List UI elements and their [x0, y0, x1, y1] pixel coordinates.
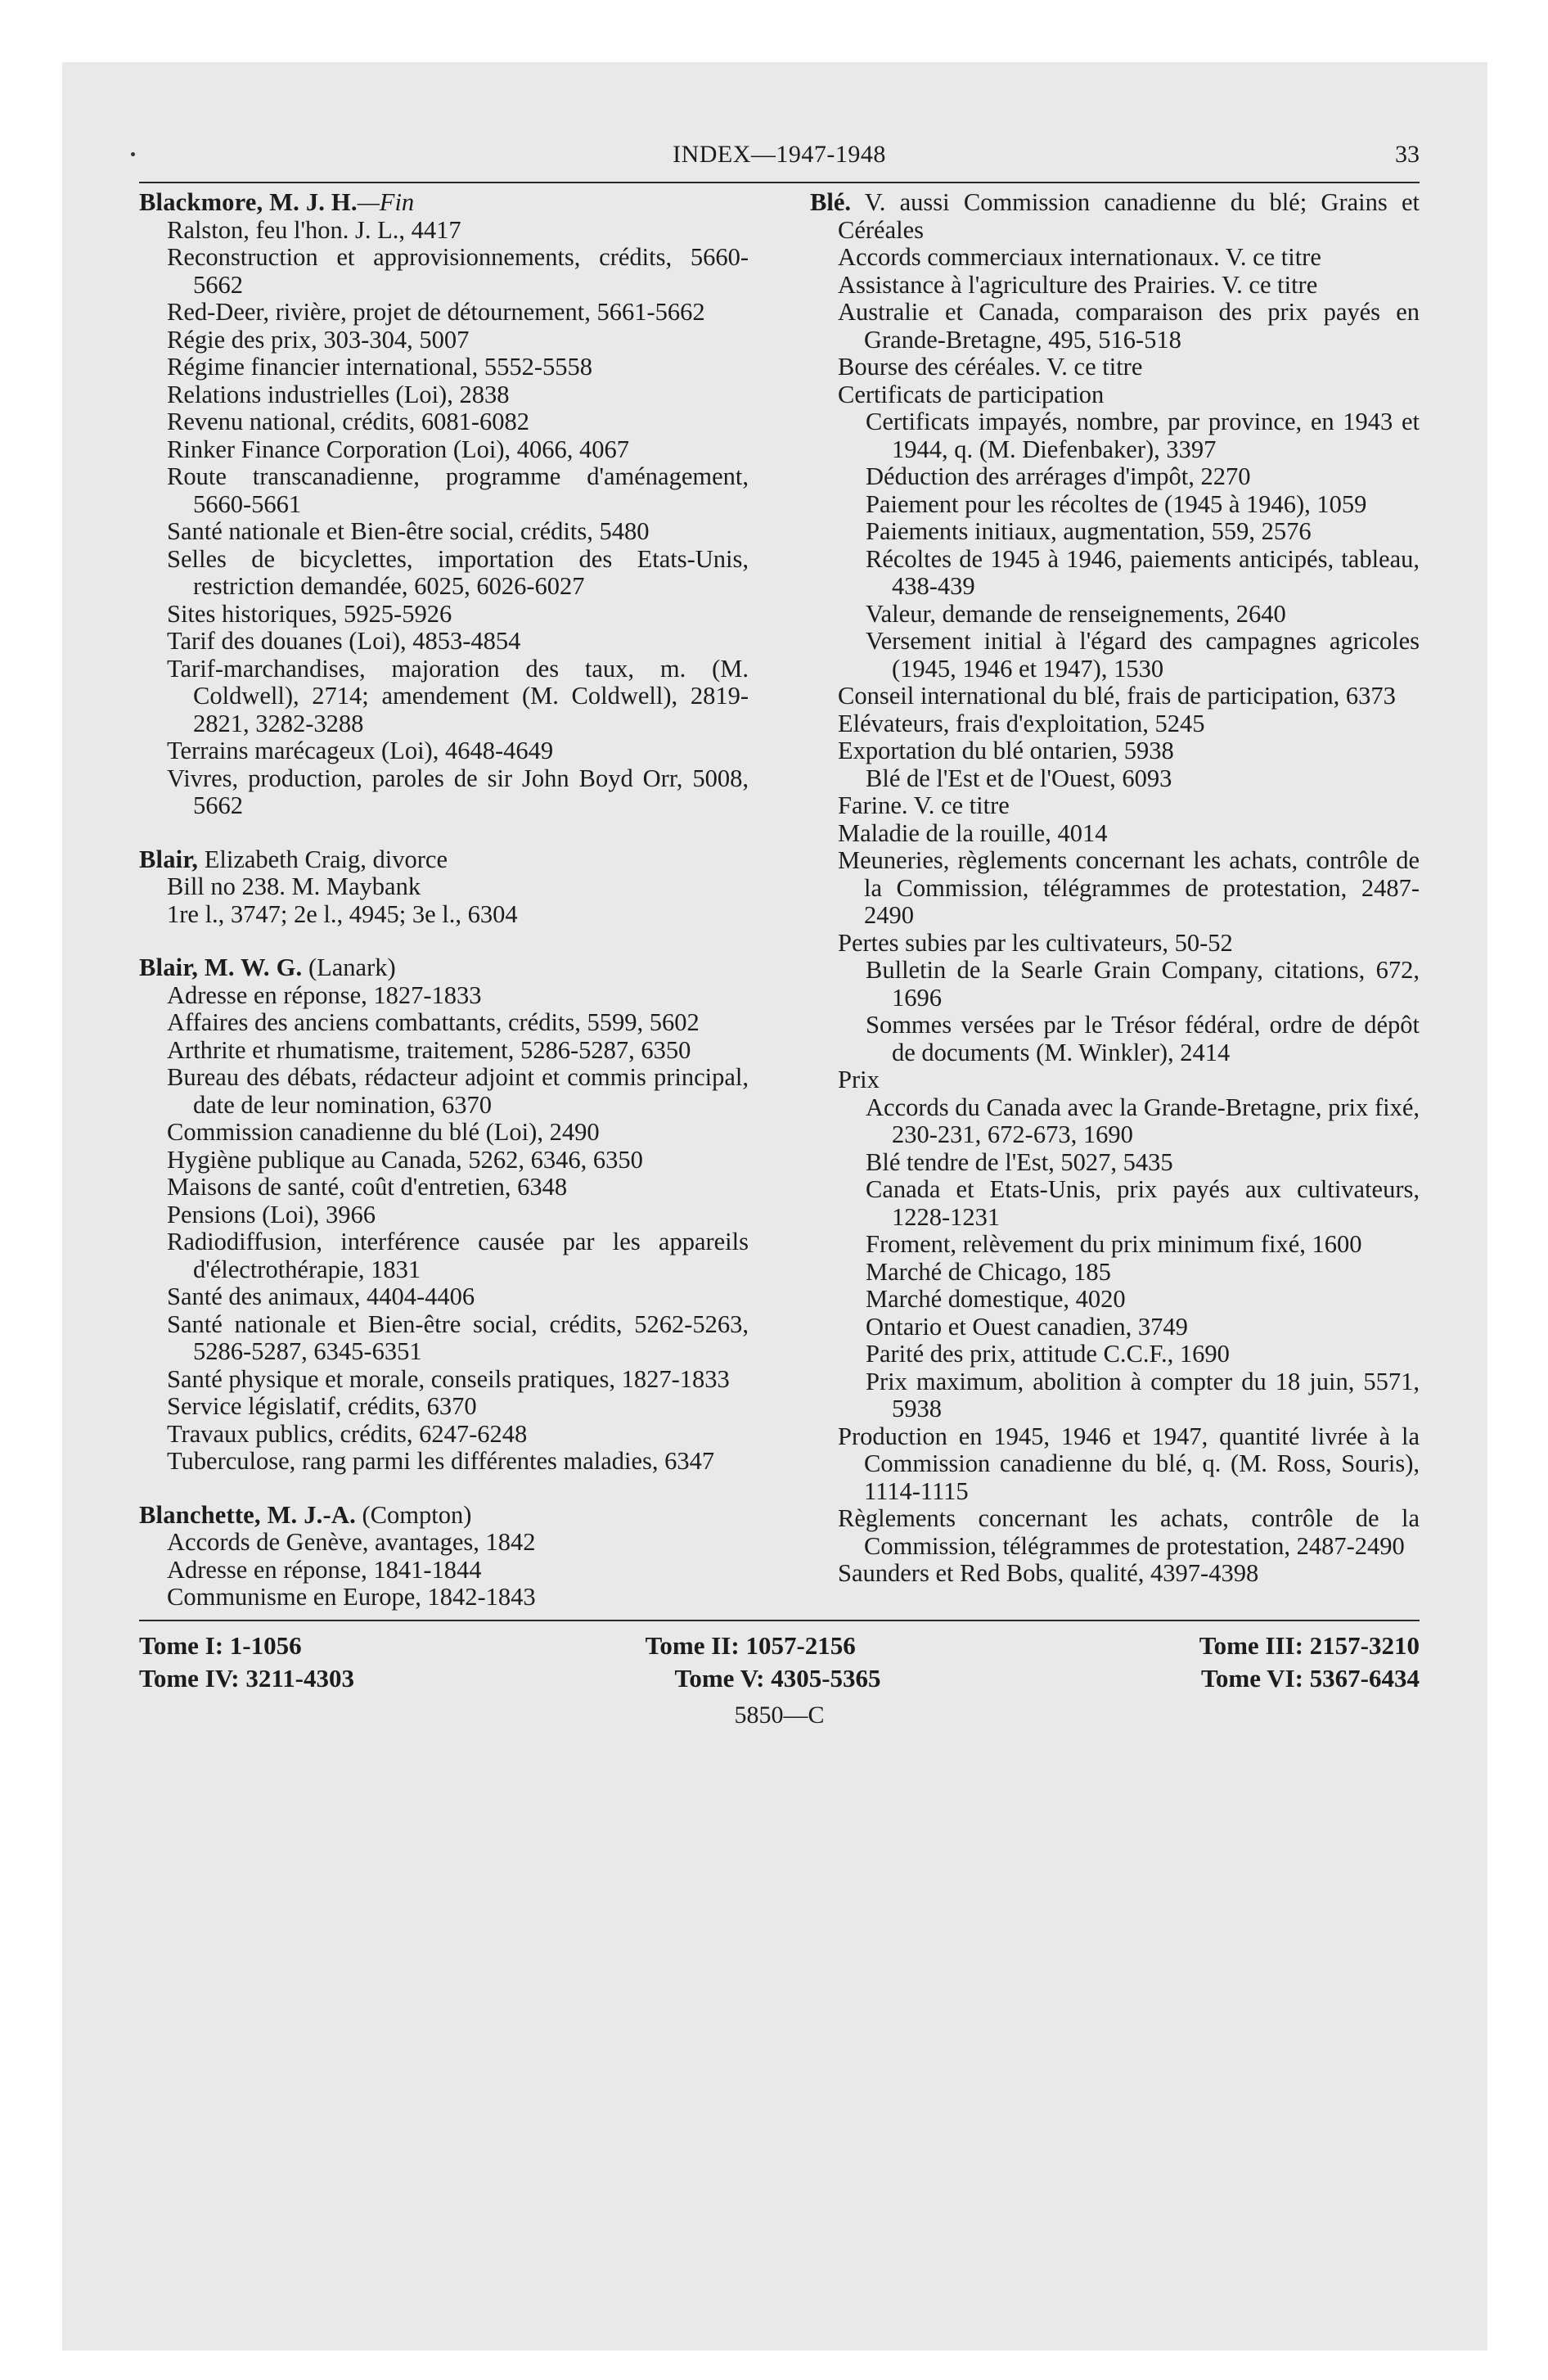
tome-legend	[139, 1629, 1420, 1695]
list-item: Marché domestique, 4020	[866, 1285, 1126, 1313]
list-item: Versement initial à l'égard des campagnes agricoles (1945, 1946 et 1947), 1530	[866, 627, 1420, 683]
list-item: Santé nationale et Bien-être social, crédits, 5480	[167, 517, 650, 545]
list-item: Relations industrielles (Loi), 2838	[167, 380, 510, 408]
list-item: Adresse en réponse, 1841-1844	[167, 1555, 482, 1584]
list-item: Rinker Finance Corporation (Loi), 4066, 4067	[167, 435, 629, 463]
list-item: Froment, relèvement du prix minimum fixé, 1600	[866, 1230, 1362, 1258]
list-item: Bourse des céréales. V. ce titre	[838, 353, 1143, 381]
list-item: Bulletin de la Searle Grain Company, citations, 672, 1696	[866, 956, 1420, 1012]
list-item: Revenu national, crédits, 6081-6082	[167, 408, 529, 435]
list-item: Maladie de la rouille, 4014	[838, 818, 1108, 847]
list-item: Paiement pour les récoltes de (1945 à 1946), 1059	[866, 489, 1367, 518]
list-item: Selles de bicyclettes, importation des Etats-Unis, restriction demandée, 6025, 6026-6027	[167, 544, 749, 600]
list-item: Arthrite et rhumatisme, traitement, 5286-5287, 6350	[167, 1035, 691, 1064]
list-item: Commission canadienne du blé (Loi), 2490	[167, 1118, 600, 1146]
index-entry-blair-wg	[139, 954, 749, 1476]
tome-label: Tome III: 2157-3210	[1199, 1630, 1420, 1660]
page-title: INDEX—1947-1948	[673, 141, 886, 168]
index-columns	[139, 185, 1420, 1611]
list-item: Travaux publics, crédits, 6247-6248	[167, 1419, 528, 1448]
list-item: Ontario et Ouest canadien, 3749	[866, 1312, 1188, 1341]
list-item: Elévateurs, frais d'exploitation, 5245	[838, 709, 1205, 737]
list-item: Terrains marécageux (Loi), 4648-4649	[167, 737, 554, 764]
list-item: Valeur, demande de renseignements, 2640	[866, 599, 1286, 628]
right-column	[810, 185, 1420, 1611]
list-item: Prix	[838, 1066, 880, 1093]
entry-heading-rest: Elizabeth Craig, divorce	[198, 845, 448, 873]
list-item: Accords du Canada avec la Grande-Bretagne, prix fixé, 230-231, 672-673, 1690	[866, 1093, 1420, 1148]
list-item: Sites historiques, 5925-5926	[167, 599, 452, 628]
entry-heading-rest: V. aussi Commission canadienne du blé; Grains et Céréales	[838, 188, 1420, 244]
list-item: Australie et Canada, comparaison des prix payés en Grande-Bretagne, 495, 516-518	[838, 298, 1420, 354]
list-item: Maisons de santé, coût d'entretien, 6348	[167, 1173, 568, 1201]
index-entry-blackmore	[139, 189, 749, 820]
list-item: Tuberculose, rang parmi les différentes maladies, 6347	[167, 1447, 715, 1475]
entry-heading: Blair,	[139, 845, 199, 873]
list-item: Canada et Etats-Unis, prix payés aux cultivateurs, 1228-1231	[866, 1175, 1420, 1231]
list-item: Paiements initiaux, augmentation, 559, 2576	[866, 517, 1312, 545]
entry-heading: Blanchette, M. J.-A.	[139, 1500, 356, 1529]
list-item: Santé nationale et Bien-être social, crédits, 5262-5263, 5286-5287, 6345-6351	[167, 1309, 749, 1365]
scan-speck	[131, 152, 135, 156]
list-item: Accords de Genève, avantages, 1842	[167, 1528, 536, 1556]
tome-label: Tome I: 1-1056	[139, 1630, 302, 1660]
list-item: Tarif des douanes (Loi), 4853-4854	[167, 627, 521, 655]
list-item: Reconstruction et approvisionnements, crédits, 5660-5662	[167, 243, 749, 299]
list-item: Certificats de participation	[838, 380, 1105, 408]
list-item: Santé des animaux, 4404-4406	[167, 1282, 475, 1310]
entry-heading: Blair, M. W. G.	[139, 953, 303, 981]
list-item: Parité des prix, attitude C.C.F., 1690	[866, 1340, 1230, 1368]
list-item: Communisme en Europe, 1842-1843	[167, 1583, 536, 1611]
list-item: Sommes versées par le Trésor fédéral, ordre de dépôt de documents (M. Winkler), 2414	[866, 1011, 1420, 1066]
page-number: 33	[1395, 141, 1420, 168]
tome-label: Tome VI: 5367-6434	[1201, 1663, 1420, 1693]
index-page	[139, 131, 1420, 1729]
list-item: Red-Deer, rivière, projet de détournement, 5661-5662	[167, 298, 705, 326]
list-item: Prix maximum, abolition à compter du 18 juin, 5571, 5938	[866, 1367, 1420, 1422]
index-entry-blair-elizabeth	[139, 846, 749, 929]
list-item: Règlements concernant les achats, contrôle de la Commission, télégrammes de protestation, 2487-2490	[838, 1504, 1420, 1560]
list-item: Exportation du blé ontarien, 5938	[838, 737, 1174, 764]
list-item: Certificats impayés, nombre, par province, en 1943 et 1944, q. (M. Diefenbaker), 3397	[866, 408, 1420, 463]
list-item: Accords commerciaux internationaux. V. ce titre	[838, 243, 1321, 271]
list-item: Régime financier international, 5552-5558	[167, 353, 593, 381]
list-item: Farine. V. ce titre	[838, 791, 1010, 819]
entry-heading: Blackmore, M. J. H.	[139, 188, 358, 216]
list-item: Tarif-marchandises, majoration des taux, m. (M. Coldwell), 2714; amendement (M. Coldwell), 2819-2821, 3282-3288	[167, 654, 749, 737]
list-item: Bureau des débats, rédacteur adjoint et commis principal, date de leur nomination, 6370	[167, 1063, 749, 1119]
list-item: Récoltes de 1945 à 1946, paiements anticipés, tableau, 438-439	[866, 544, 1420, 600]
list-item: 1re l., 3747; 2e l., 4945; 3e l., 6304	[167, 899, 518, 928]
list-item: Conseil international du blé, frais de participation, 6373	[838, 682, 1396, 710]
list-item: Déduction des arrérages d'impôt, 2270	[866, 462, 1251, 490]
list-item: Service législatif, crédits, 6370	[167, 1392, 477, 1420]
list-item: Vivres, production, paroles de sir John Boyd Orr, 5008, 5662	[167, 764, 749, 819]
list-item: Marché de Chicago, 185	[866, 1257, 1111, 1286]
tome-label: Tome IV: 3211-4303	[139, 1663, 354, 1693]
print-code: 5850—C	[734, 1701, 825, 1729]
list-item: Santé physique et morale, conseils pratiques, 1827-1833	[167, 1364, 730, 1393]
tome-label: Tome II: 1057-2156	[645, 1630, 856, 1660]
list-item: Bill no 238. M. Maybank	[167, 872, 421, 900]
entry-heading: Blé.	[810, 188, 851, 216]
list-item: Blé de l'Est et de l'Ouest, 6093	[866, 764, 1172, 792]
entry-heading-rest: (Compton)	[355, 1500, 472, 1529]
list-item: Affaires des anciens combattants, crédits, 5599, 5602	[167, 1008, 700, 1036]
list-item: Hygiène publique au Canada, 5262, 6346, 6350	[167, 1145, 643, 1174]
left-column	[139, 185, 749, 1611]
list-item: Saunders et Red Bobs, qualité, 4397-4398	[838, 1559, 1259, 1587]
list-item: Régie des prix, 303-304, 5007	[167, 325, 470, 354]
tome-label: Tome V: 4305-5365	[674, 1663, 881, 1693]
list-item: Meuneries, règlements concernant les achats, contrôle de la Commission, télégrammes de protestation, 2487-2490	[838, 846, 1420, 929]
list-item: Ralston, feu l'hon. J. L., 4417	[167, 215, 461, 244]
list-item: Assistance à l'agriculture des Prairies. V. ce titre	[838, 270, 1318, 299]
running-header	[139, 131, 1420, 183]
entry-heading-rest: (Lanark)	[302, 953, 396, 981]
list-item: Radiodiffusion, interférence causée par les appareils d'électrothérapie, 1831	[167, 1228, 749, 1283]
footer-rule	[139, 1620, 1420, 1621]
entry-heading-suffix: —Fin	[357, 188, 415, 216]
list-item: Route transcanadienne, programme d'aménagement, 5660-5661	[167, 462, 749, 518]
list-item: Pensions (Loi), 3966	[167, 1200, 376, 1228]
list-item: Pertes subies par les cultivateurs, 50-52	[838, 928, 1233, 957]
index-entry-ble	[810, 189, 1420, 1588]
list-item: Production en 1945, 1946 et 1947, quantité livrée à la Commission canadienne du blé, q. (M. Ross, Souris), 1114-1115	[838, 1422, 1420, 1505]
list-item: Adresse en réponse, 1827-1833	[167, 980, 482, 1009]
index-entry-blanchette	[139, 1502, 749, 1611]
list-item: Blé tendre de l'Est, 5027, 5435	[866, 1147, 1173, 1176]
